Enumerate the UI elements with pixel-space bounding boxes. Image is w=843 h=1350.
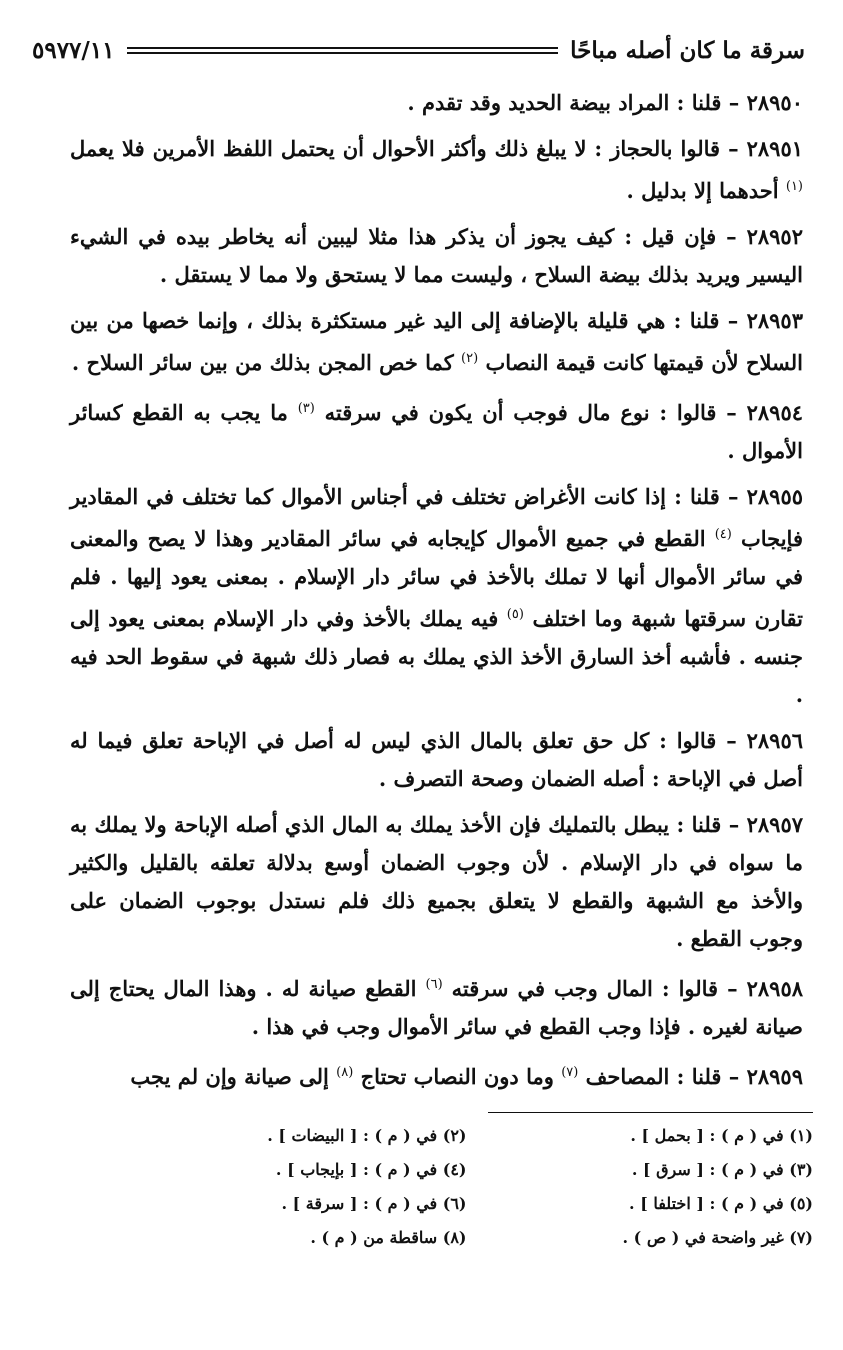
paragraph-text: وما دون النصاب تحتاج	[360, 1064, 554, 1089]
paragraph-number: ٢٨٩٥٦	[746, 728, 804, 753]
dash: –	[728, 136, 739, 161]
paragraph-text: فيه يملك بالأخذ وفي دار الإسلام بمعنى يعود إلى جنسه . فأشبه أخذ السارق الأخذ الذي يملك به فصار ذلك شبهة في سقوط الحد فيه .	[70, 606, 803, 707]
paragraph	[70, 478, 803, 714]
paragraph-text: قلنا : هي قليلة بالإضافة إلى اليد غير مستكثرة بذلك ، وإنما خصها من بين السلاح لأن قيمتها كانت قيمة النصاب	[70, 308, 803, 375]
paragraph	[70, 806, 803, 958]
footnote-ref: (٢)	[461, 351, 479, 366]
footnote: (٦) في ( م ) : [ سرقة ] .	[281, 1194, 467, 1213]
header-rule	[127, 47, 559, 54]
page-reference: ٥٩٧٧/١١	[32, 36, 115, 64]
footnote-ref: (٦)	[425, 977, 443, 992]
footnote-ref: (٣)	[297, 401, 315, 416]
footnotes	[180, 1122, 813, 1252]
paragraph-text: قالوا : كل حق تعلق بالمال الذي ليس له أصل في الإباحة تعلق فيما له أصل في الإباحة : أصله الضمان وصحة التصرف .	[70, 728, 803, 791]
dash: –	[728, 1064, 740, 1089]
footnote-ref: (٥)	[506, 607, 524, 622]
dash: –	[726, 224, 737, 249]
footnote: (١) في ( م ) : [ بحمل ] .	[630, 1126, 813, 1145]
paragraph-text: كما خص المجن بذلك من بين سائر السلاح .	[71, 350, 454, 375]
footnote-ref: (١)	[785, 179, 803, 194]
paragraph-text: قلنا : يبطل بالتمليك فإن الأخذ يملك به المال الذي أصله الإباحة ولا يملك به ما سواه في دار الإسلام . لأن وجوب الضمان أوسع بدلالة تعلقه بالقليل والكثير والأخذ مع الشبهة والقطع لا يتعلق بجميع ذلك فلم نستدل بوجوب الضمان على وجوب القطع .	[70, 812, 803, 951]
paragraph-number: ٢٨٩٥٤	[746, 400, 804, 425]
paragraph-number: ٢٨٩٥٢	[746, 224, 803, 249]
paragraph-text: قلنا : المراد بيضة الحديد وقد تقدم .	[407, 90, 722, 115]
dash: –	[726, 728, 737, 753]
dash: –	[727, 308, 739, 333]
paragraph-number: ٢٨٩٥٨	[746, 976, 804, 1001]
paragraph	[70, 722, 803, 798]
paragraph-text: إلى صيانة وإن لم يجب	[130, 1064, 329, 1089]
paragraph	[70, 390, 803, 470]
paragraph	[70, 84, 803, 122]
footnote-divider	[488, 1112, 813, 1113]
paragraph-text: القطع في جميع الأموال كإيجابه في سائر المقادير وهذا لا يصح والمعنى في سائر الأموال أنها لا تملك بالأخذ في سائر دار الإسلام . بمعنى يعود إليها . فلم تقارن سرقتها شبهة وما اختلف	[70, 526, 803, 631]
footnote-ref: (٨)	[336, 1065, 354, 1080]
dash: –	[727, 484, 739, 509]
paragraph-text: ما يجب به القطع كسائر الأموال .	[70, 400, 803, 463]
footnote: (٤) في ( م ) : [ بإيجاب ] .	[275, 1160, 467, 1179]
page-header	[32, 30, 805, 70]
paragraph-number: ٢٨٩٥٠	[746, 90, 803, 115]
dash: –	[728, 90, 740, 115]
paragraph-text: قلنا : المصاحف	[585, 1064, 722, 1089]
dash: –	[727, 976, 738, 1001]
paragraph-number: ٢٨٩٥٧	[746, 812, 804, 837]
paragraph-number: ٢٨٩٥٣	[746, 308, 803, 333]
paragraph-text: فإن قيل : كيف يجوز أن يذكر هذا مثلا ليبين أنه يخاطر بيده في الشيء اليسير ويريد بذلك بيضة السلاح ، وليست مما لا يستحق ولا مما لا يستقل .	[70, 224, 803, 287]
footnote: (٥) في ( م ) : [ اختلفا ] .	[629, 1194, 813, 1213]
paragraph-text: أحدهما إلا بدليل .	[626, 178, 779, 203]
paragraph-text: قالوا بالحجاز : لا يبلغ ذلك وأكثر الأحوال أن يحتمل اللفظ الأمرين فلا يعمل	[70, 136, 721, 161]
footnote: (٢) في ( م ) : [ البيضات ] .	[267, 1126, 467, 1145]
footnote-ref: (٧)	[561, 1065, 579, 1080]
dash: –	[726, 400, 737, 425]
paragraph-text: القطع صيانة له . وهذا المال يحتاج إلى صيانة لغيره . فإذا وجب القطع في سائر الأموال وجب في هذا .	[70, 976, 803, 1039]
paragraph-text: قالوا : المال وجب في سرقته	[451, 976, 719, 1001]
footnote: (٨) ساقطة من ( م ) .	[310, 1228, 467, 1247]
footnote-ref: (٤)	[714, 527, 732, 542]
dash: –	[728, 812, 740, 837]
paragraph	[70, 966, 803, 1046]
paragraph-text: قالوا : نوع مال فوجب أن يكون في سرقته	[324, 400, 717, 425]
paragraph	[70, 218, 803, 294]
body-text	[70, 84, 803, 1104]
running-title: سرقة ما كان أصله مباحًا	[570, 36, 805, 64]
paragraph-number: ٢٨٩٥١	[746, 136, 804, 161]
footnote: (٧) غير واضحة في ( ص ) .	[622, 1228, 813, 1247]
paragraph	[70, 130, 803, 210]
paragraph-number: ٢٨٩٥٩	[746, 1064, 803, 1089]
paragraph	[70, 302, 803, 382]
paragraph	[70, 1054, 803, 1096]
paragraph-text: قلنا : إذا كانت الأغراض تختلف في أجناس الأموال كما تختلف في المقادير فإيجاب	[70, 484, 803, 551]
footnote: (٣) في ( م ) : [ سرق ] .	[631, 1160, 813, 1179]
paragraph-number: ٢٨٩٥٥	[746, 484, 804, 509]
